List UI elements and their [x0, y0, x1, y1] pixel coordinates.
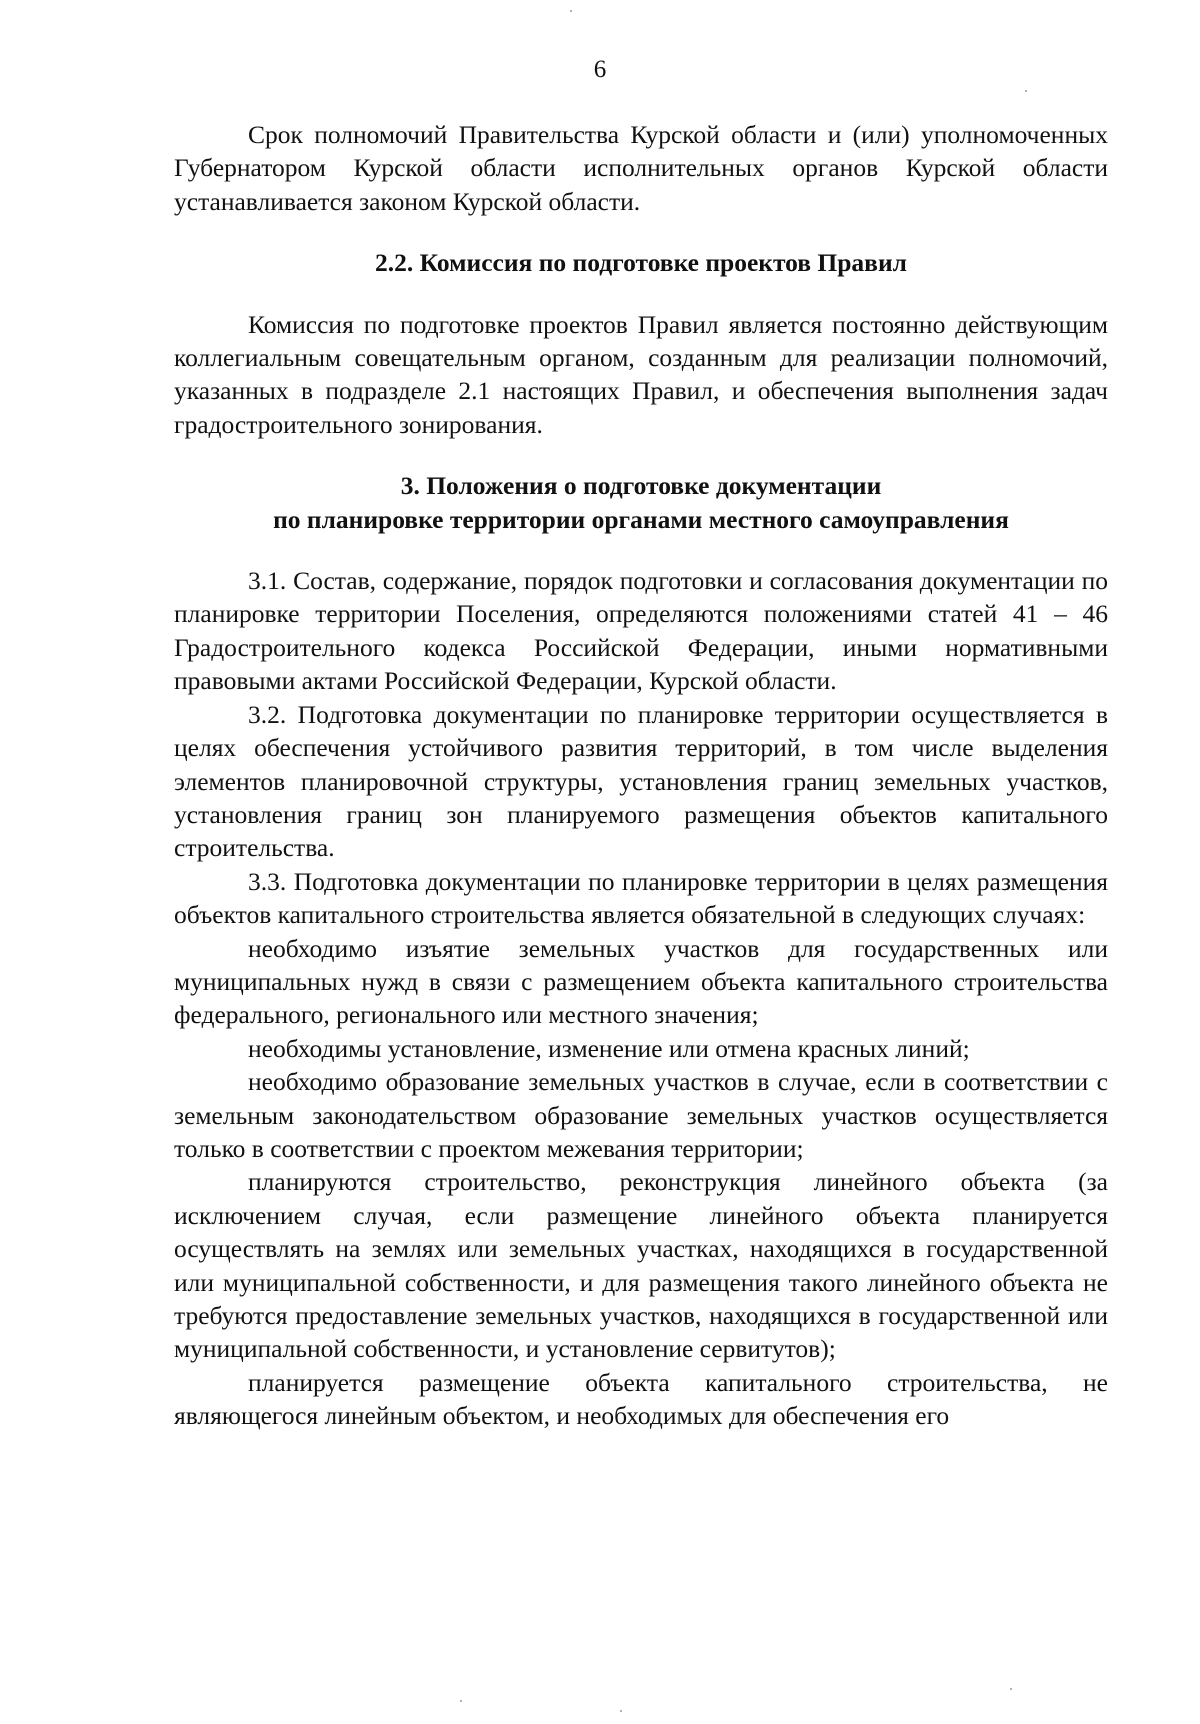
section-heading-3 [174, 469, 1108, 536]
scan-speck [460, 1700, 462, 1702]
section-heading-2-2: 2.2. Комиссия по подготовке проектов Правил [375, 248, 907, 278]
section-heading-3-line-2: по планировке территории органами местного самоуправления [273, 504, 1009, 534]
list-item-case-5: планируется размещение объекта капитального строительства, не являющегося линейным объектом, и необходимых для обеспечения его [174, 1367, 1108, 1431]
list-item-case-3: необходимо образование земельных участков в случае, если в соответствии с земельным законодательством образование земельных участков осуществляется только в соответствии с проектом межевания территории; [174, 1067, 1108, 1163]
paragraph-3-1: 3.1. Состав, содержание, порядок подготовки и согласования документации по планировке территории Поселения, определяются положениями статей 41 – 46 Градостроительного кодекса Российской Федерации, иными нормативными правовыми актами Российской Федерации, Курской области. [174, 566, 1108, 696]
paragraph-term-of-authority: Срок полномочий Правительства Курской области и (или) уполномоченных Губернатором Курской области исполнительных органов Курской области устанавливается законом Курской области. [174, 120, 1108, 216]
paragraph-commission: Комиссия по подготовке проектов Правил является постоянно действующим коллегиальным совещательным органом, созданным для реализации полномочий, указанных в подразделе 2.1 настоящих Правил, и обеспечения выполнения задач градостроительного зонирования. [174, 309, 1108, 439]
scan-speck [1010, 1688, 1012, 1690]
document-body [174, 118, 1108, 1433]
list-item-case-1: необходимо изъятие земельных участков для государственных или муниципальных нужд в связи с размещением объекта капитального строительства федерального, регионального или местного значения; [174, 933, 1108, 1030]
section-heading-3-line-1: 3. Положения о подготовке документации [400, 471, 882, 501]
scan-speck [1025, 90, 1027, 92]
scan-speck [570, 10, 572, 12]
page-number: 6 [593, 56, 607, 83]
scan-speck [620, 1710, 622, 1712]
paragraph-3-2: 3.2. Подготовка документации по планировке территории осуществляется в целях обеспечения устойчивого развития территорий, в том числе выделения элементов планировочной структуры, установления границ земельных участков, установления границ зон планируемого размещения объектов капитального строительства. [174, 699, 1108, 863]
paragraph-3-3: 3.3. Подготовка документации по планировке территории в целях размещения объектов капитального строительства является обязательной в следующих случаях: [174, 866, 1108, 930]
list-item-case-2: необходимы установление, изменение или отмена красных линий; [248, 1033, 970, 1063]
list-item-case-4: планируются строительство, реконструкция линейного объекта (за исключением случая, если размещение линейного объекта планируется осуществлять на землях или земельных участках, находящихся в государственной или муниципальной собственности, и для размещения такого линейного объекта не требуются предоставление земельных участков, находящихся в государственной или муниципальной собственности, и установление сервитутов); [174, 1167, 1108, 1364]
